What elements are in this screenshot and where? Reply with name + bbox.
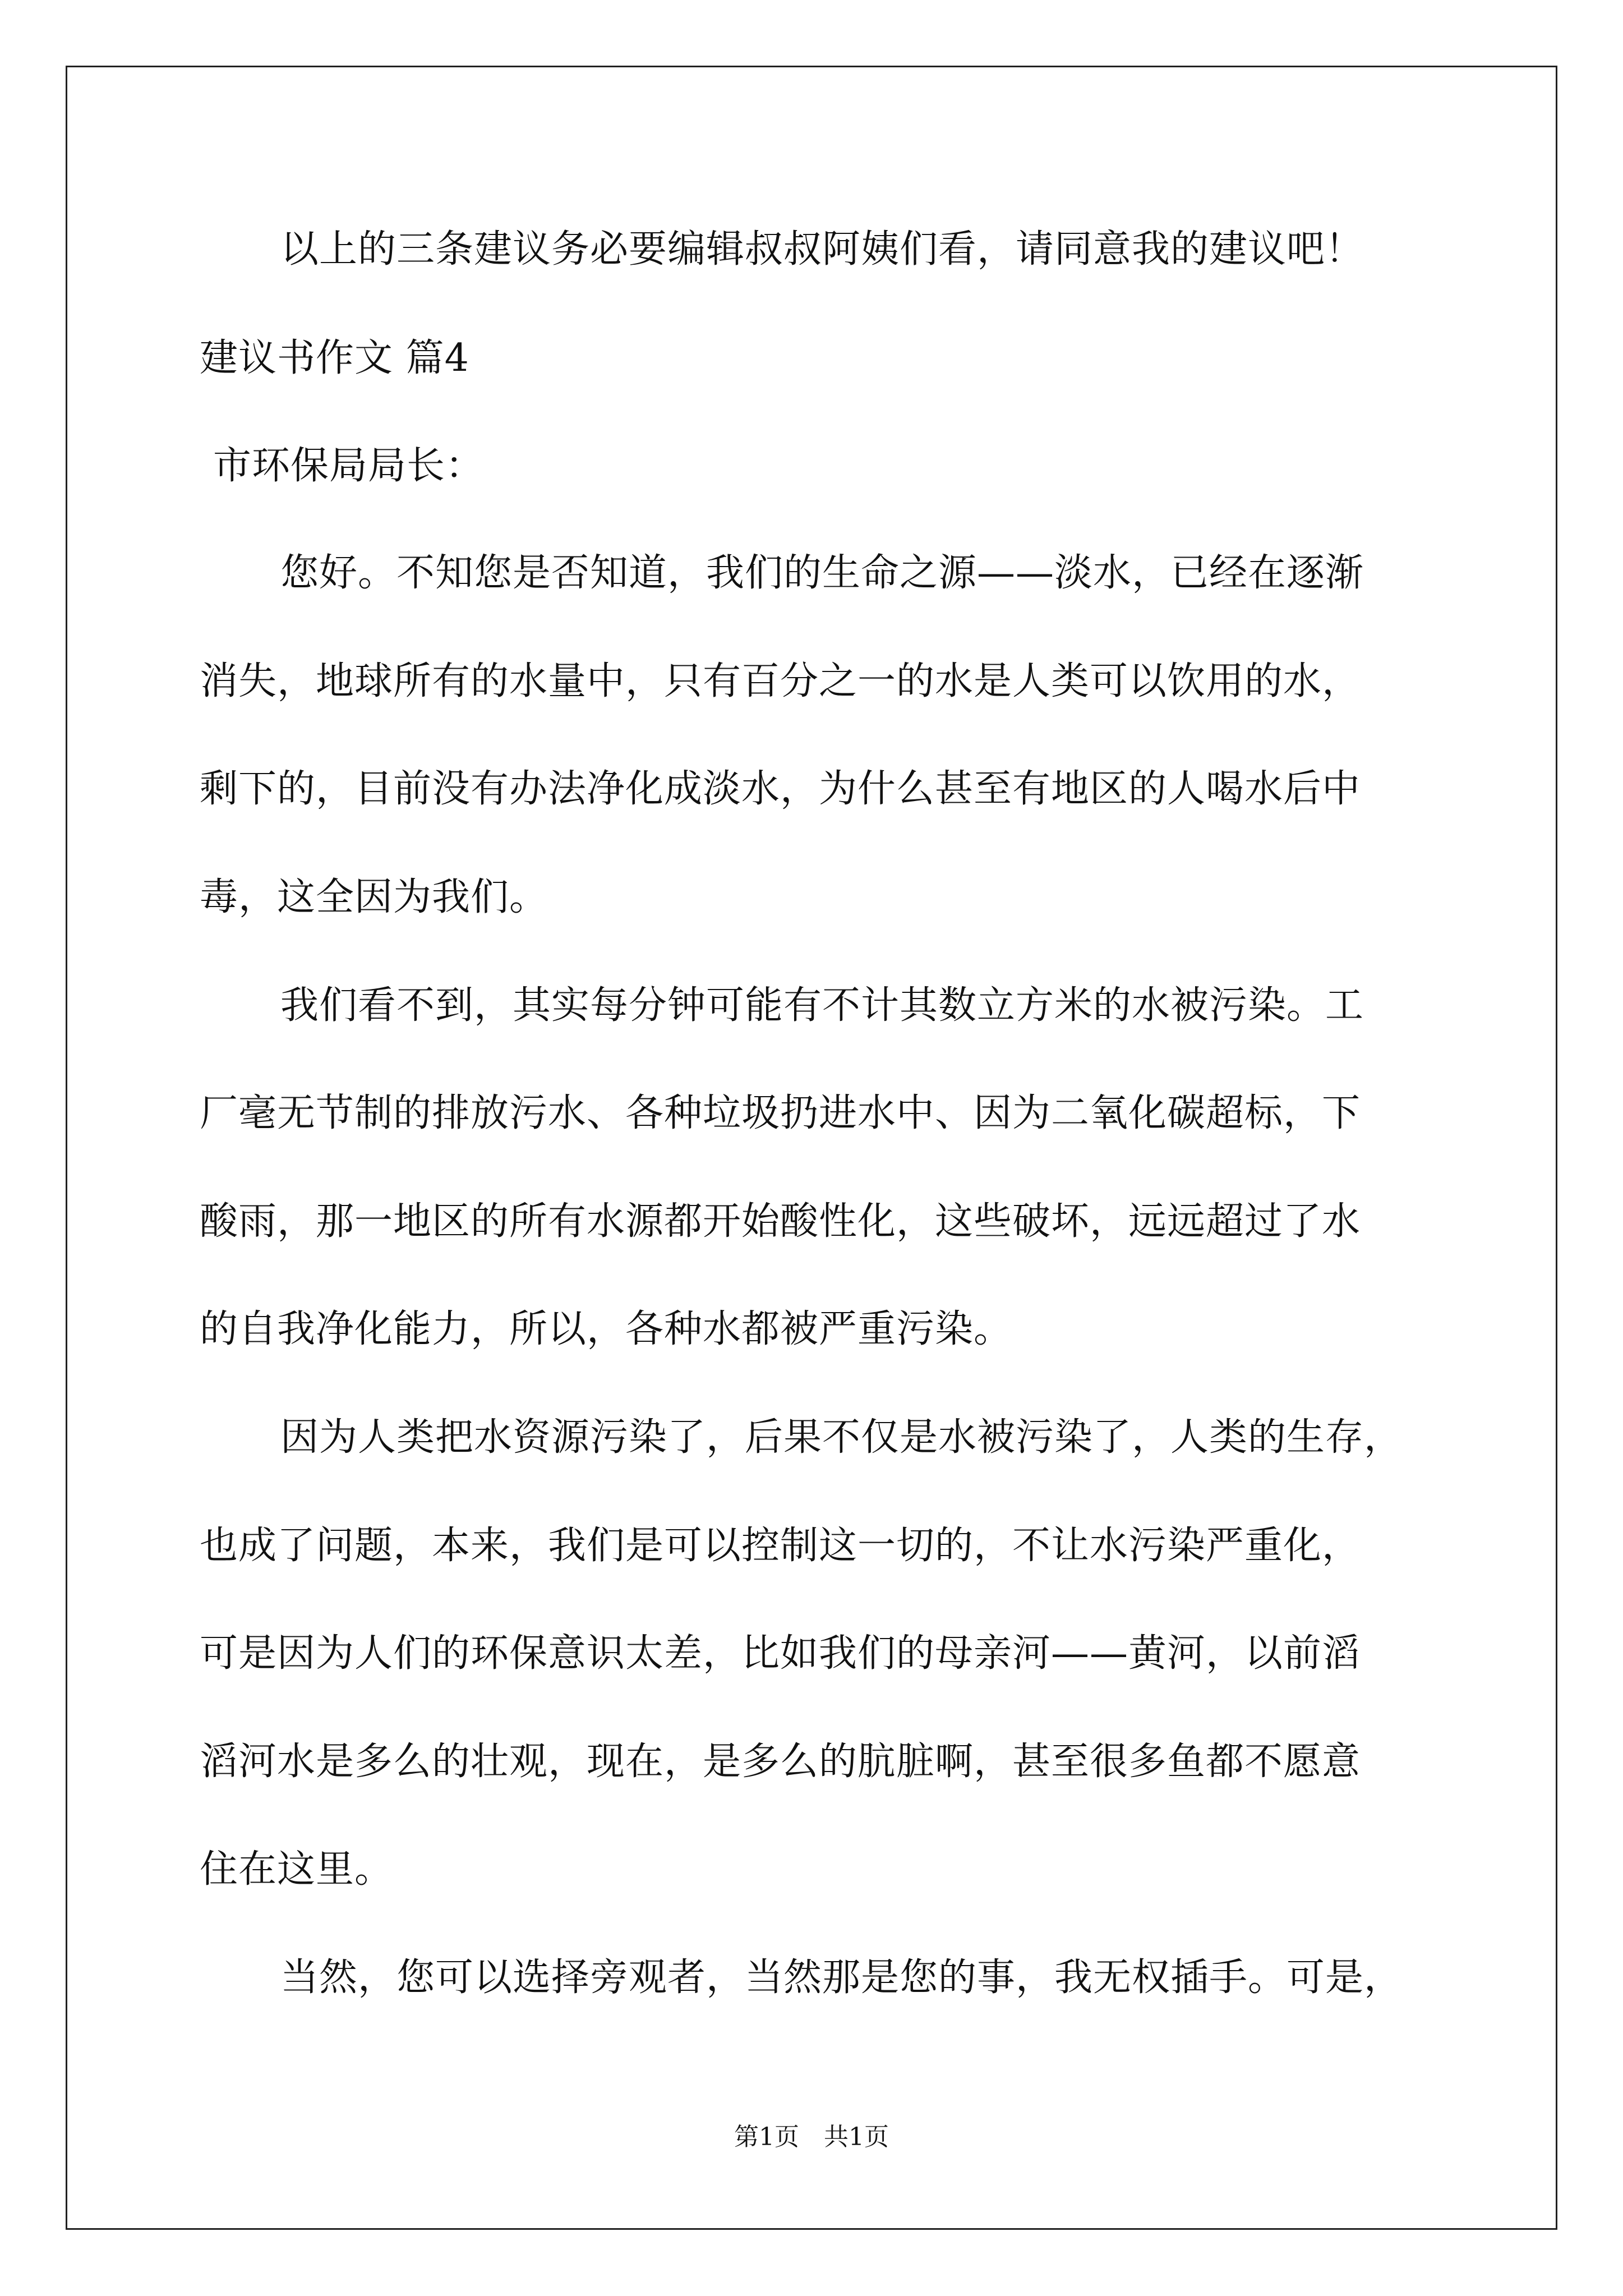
salutation: 市环保局局长：	[213, 444, 485, 488]
paragraph-line: 酸雨，那一地区的所有水源都开始酸性化，这些破坏，远远超过了水	[200, 1199, 1361, 1244]
paragraph-line: 可是因为人们的环保意识太差，比如我们的母亲河——黄河，以前滔	[200, 1631, 1361, 1676]
section-heading: 建议书作文 篇4	[200, 336, 469, 380]
paragraph-line: 的自我净化能力，所以，各种水都被严重污染。	[200, 1307, 1013, 1351]
paragraph-line: 您好。不知您是否知道，我们的生命之源——淡水，已经在逐渐	[280, 551, 1364, 595]
page-border	[66, 66, 1557, 2230]
paragraph-line: 厂毫无节制的排放污水、各种垃圾扔进水中、因为二氧化碳超标，下	[200, 1091, 1361, 1135]
paragraph-line: 毒，这全因为我们。	[200, 875, 548, 919]
paragraph-line: 以上的三条建议务必要编辑叔叔阿姨们看，请同意我的建议吧！	[280, 227, 1364, 272]
paragraph-line: 消失，地球所有的水量中，只有百分之一的水是人类可以饮用的水，	[200, 659, 1361, 703]
page-number: 第1页 共1页	[734, 2123, 889, 2151]
paragraph-line: 剩下的，目前没有办法净化成淡水，为什么甚至有地区的人喝水后中	[200, 767, 1361, 811]
paragraph-line: 当然，您可以选择旁观者，当然那是您的事，我无权插手。可是，	[280, 1955, 1403, 2000]
paragraph-line: 滔河水是多么的壮观，现在，是多么的肮脏啊，甚至很多鱼都不愿意	[200, 1740, 1361, 1784]
paragraph-line: 因为人类把水资源污染了，后果不仅是水被污染了，人类的生存，	[280, 1415, 1403, 1460]
paragraph-line: 住在这里。	[200, 1847, 394, 1892]
paragraph-line: 也成了问题，本来，我们是可以控制这一切的，不让水污染严重化，	[200, 1524, 1361, 1568]
paragraph-line: 我们看不到，其实每分钟可能有不计其数立方米的水被污染。工	[280, 983, 1364, 1028]
